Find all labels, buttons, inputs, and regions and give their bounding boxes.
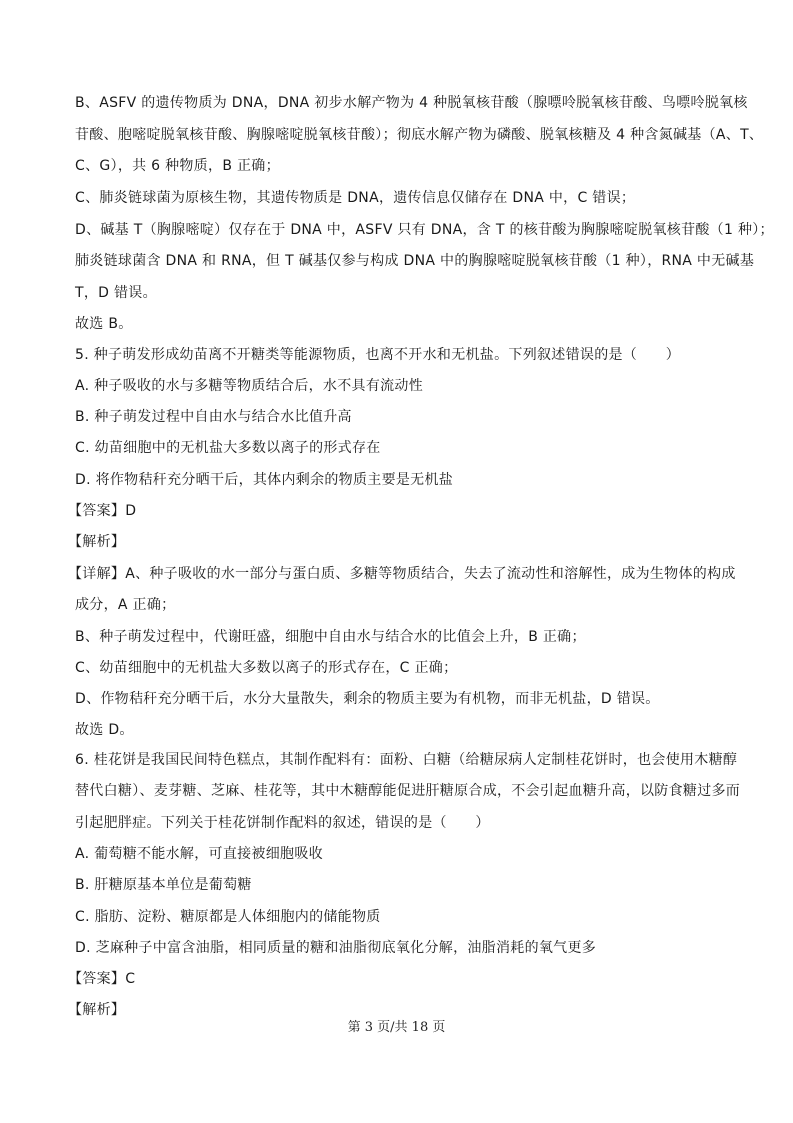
text-line: C、肺炎链球菌为原核生物，其遗传物质是 DNA，遗传信息仅储存在 DNA 中，C 错误； [75, 190, 636, 206]
question-5-option-c: C. 幼苗细胞中的无机盐大多数以离子的形式存在 [75, 440, 381, 456]
question-6-stem: 6. 桂花饼是我国民间特色糕点，其制作配料有：面粉、白糖（给糖尿病人定制桂花饼时，也会使用木糖醇 [75, 752, 738, 768]
question-6-stem-cont: 替代白糖）、麦芽糖、芝麻、桂花等，其中木糖醇能促进肝糖原合成，不会引起血糖升高，以防食糖过多而 [75, 783, 741, 799]
question-6-option-c: C. 脂肪、淀粉、糖原都是人体细胞内的储能物质 [75, 909, 381, 925]
text-line: 肺炎链球菌含 DNA 和 RNA，但 T 碱基仅参与构成 DNA 中的胸腺嘧啶脱氧核苷酸（1 种），RNA 中无碱基 [75, 253, 755, 269]
question-5-option-b: B. 种子萌发过程中自由水与结合水比值升高 [75, 409, 352, 425]
text-line: 成分，A 正确； [75, 597, 176, 613]
question-6-option-b: B. 肝糖原基本单位是葡萄糖 [75, 877, 252, 893]
question-5-option-d: D. 将作物秸秆充分晒干后，其体内剩余的物质主要是无机盐 [75, 472, 454, 488]
answer-label: 【答案】C [68, 971, 136, 987]
analysis-label: 【解析】 [68, 534, 126, 550]
text-line: B、ASFV 的遗传物质为 DNA，DNA 初步水解产物为 4 种脱氧核苷酸（腺嘌呤脱氧核苷酸、鸟嘌呤脱氧核 [75, 95, 748, 111]
text-line: C、G），共 6 种物质，B 正确； [75, 158, 280, 174]
question-6-stem-cont: 引起肥胖症。下列关于桂花饼制作配料的叙述，错误的是（ ） [75, 815, 490, 831]
question-5-stem: 5. 种子萌发形成幼苗离不开糖类等能源物质，也离不开水和无机盐。下列叙述错误的是（ ） [75, 347, 681, 363]
answer-label: 【答案】D [68, 503, 137, 519]
text-line: D、碱基 T（胸腺嘧啶）仅存在于 DNA 中，ASFV 只有 DNA，含 T 的核苷酸为胸腺嘧啶脱氧核苷酸（1 种）； [75, 222, 774, 238]
analysis-label: 【解析】 [68, 1002, 126, 1018]
text-line: 苷酸、胞嘧啶脱氧核苷酸、胸腺嘧啶脱氧核苷酸）；彻底水解产物为磷酸、脱氧核糖及 4 种含氮碱基（A、T、 [75, 127, 764, 143]
question-6-option-d: D. 芝麻种子中富含油脂，相同质量的糖和油脂彻底氧化分解，油脂消耗的氧气更多 [75, 940, 597, 956]
page-number-footer: 第 3 页/共 18 页 [347, 1020, 446, 1035]
text-line: C、幼苗细胞中的无机盐大多数以离子的形式存在，C 正确； [75, 660, 458, 676]
answer-conclusion: 故选 D。 [75, 722, 134, 738]
question-5-option-a: A. 种子吸收的水与多糖等物质结合后，水不具有流动性 [75, 378, 424, 394]
text-line: 【详解】A、种子吸收的水一部分与蛋白质、多糖等物质结合，失去了流动性和溶解性，成为生物体的构成 [68, 566, 736, 582]
text-line: D、作物秸秆充分晒干后，水分大量散失，剩余的物质主要为有机物，而非无机盐，D 错误。 [75, 691, 660, 707]
question-6-option-a: A. 葡萄糖不能水解，可直接被细胞吸收 [75, 846, 323, 862]
answer-conclusion: 故选 B。 [75, 316, 133, 332]
text-line: T，D 错误。 [75, 285, 157, 301]
text-line: B、种子萌发过程中，代谢旺盛，细胞中自由水与结合水的比值会上升，B 正确； [75, 629, 586, 645]
